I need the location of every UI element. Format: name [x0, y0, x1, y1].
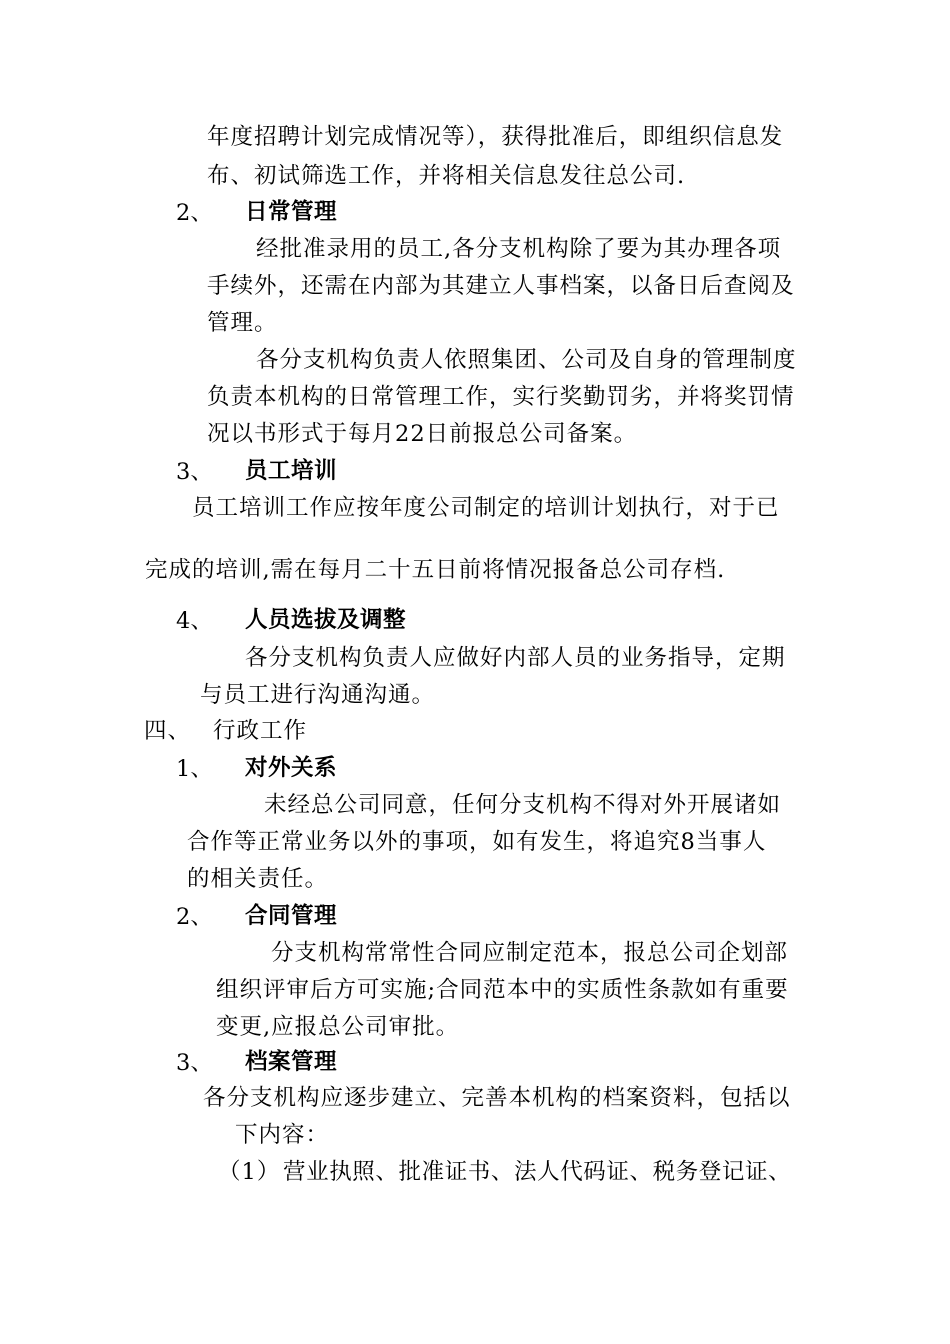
paragraph-line: 年度招聘计划完成情况等），获得批准后，即组织信息发 — [207, 124, 784, 150]
paragraph-line: 各分支机构负责人依照集团、公司及自身的管理制度 — [256, 347, 797, 373]
paragraph-line: 员工培训工作应按年度公司制定的培训计划执行，对于已 — [192, 495, 780, 521]
heading-number: 1、 — [176, 756, 213, 782]
paragraph-line: 各分支机构应逐步建立、完善本机构的档案资料，包括以 — [203, 1085, 791, 1111]
paragraph-line: 负责本机构的日常管理工作，实行奖勤罚劣，并将奖罚情 — [207, 384, 795, 410]
list-item-text: 营业执照、批准证书、法人代码证、税务登记证、 — [283, 1159, 792, 1185]
paragraph-line: 况以书形式于每月22日前报总公司备案。 — [207, 421, 638, 447]
section-number: 四、 — [144, 718, 192, 744]
paragraph-line: 完成的培训,需在每月二十五日前将情况报备总公司存档. — [145, 557, 726, 583]
heading-number: 3、 — [176, 459, 213, 485]
paragraph-line: 变更,应报总公司审批。 — [216, 1014, 460, 1040]
heading-daily-management: 日常管理 — [245, 199, 338, 225]
paragraph-line: 组织评审后方可实施;合同范本中的实质性条款如有重要 — [216, 977, 789, 1003]
heading-contract-management: 合同管理 — [245, 903, 338, 929]
heading-number: 4、 — [176, 608, 213, 634]
paragraph-line: 管理。 — [207, 310, 278, 336]
heading-number: 3、 — [176, 1050, 213, 1076]
paragraph-line: 下内容： — [235, 1122, 330, 1148]
paragraph-line: 布、初试筛选工作，并将相关信息发往总公司. — [207, 163, 686, 189]
paragraph-line: 与员工进行沟通沟通。 — [200, 682, 436, 708]
paragraph-line: 分支机构常常性合同应制定范本，报总公司企划部 — [271, 940, 789, 966]
heading-number: 2、 — [176, 904, 213, 930]
heading-personnel-selection: 人员选拔及调整 — [245, 607, 407, 633]
section-heading-admin-work: 行政工作 — [213, 718, 308, 744]
paragraph-line: 各分支机构负责人应做好内部人员的业务指导，定期 — [245, 645, 786, 671]
paragraph-line: 的相关责任。 — [187, 866, 329, 892]
paragraph-line: 未经总公司同意，任何分支机构不得对外开展诸如 — [264, 792, 782, 818]
heading-number: 2、 — [176, 200, 213, 226]
paragraph-line: 经批准录用的员工,各分支机构除了要为其办理各项 — [256, 236, 782, 262]
paragraph-line: 合作等正常业务以外的事项，如有发生，将追究8当事人 — [187, 829, 767, 855]
heading-employee-training: 员工培训 — [245, 458, 338, 484]
heading-archive-management: 档案管理 — [245, 1049, 338, 1075]
list-item-number: （1） — [218, 1159, 281, 1185]
heading-external-relations: 对外关系 — [245, 755, 338, 781]
paragraph-line: 手续外，还需在内部为其建立人事档案，以备日后查阅及 — [207, 273, 795, 299]
